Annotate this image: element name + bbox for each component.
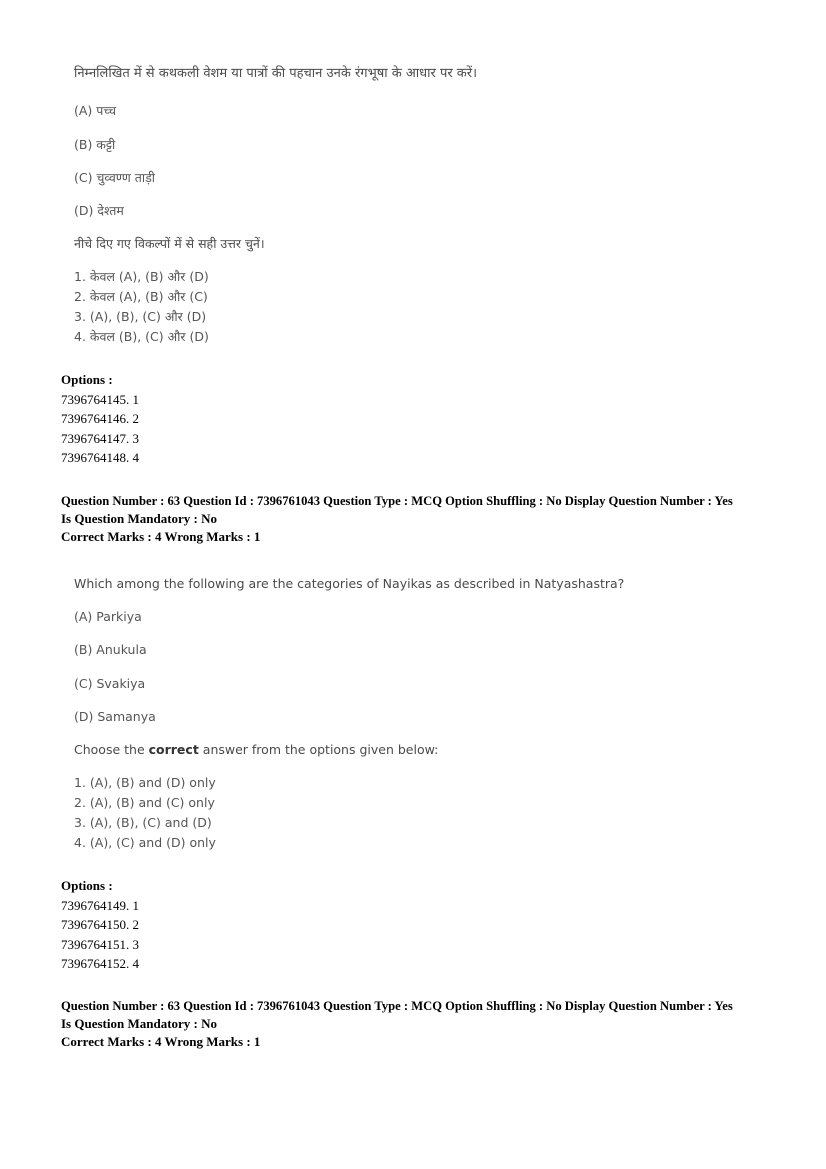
option-row: 7396764148. 4 <box>61 450 139 465</box>
meta-line: Is Question Mandatory : No <box>61 1016 218 1031</box>
meta-line: Correct Marks : 4 Wrong Marks : 1 <box>61 1034 261 1049</box>
question-2-item-a: (A) Parkiya <box>74 609 142 624</box>
question-1-item-c: (C) चुव्वण्ण ताड़ी <box>74 170 156 185</box>
meta-line: Question Number : 63 Question Id : 7396761043 Question Type : MCQ Option Shuffling : No Display Question Number : Yes <box>61 494 733 508</box>
meta-line: Correct Marks : 4 Wrong Marks : 1 <box>61 529 261 544</box>
answer-choice: 1. (A), (B) and (D) only <box>74 775 216 790</box>
answer-choice: 2. केवल (A), (B) और (C) <box>74 289 208 304</box>
question-2-item-b: (B) Anukula <box>74 642 147 657</box>
answer-choice: 4. (A), (C) and (D) only <box>74 835 216 850</box>
question-1-item-b: (B) कट्टी <box>74 137 116 152</box>
question-1-options <box>61 370 139 468</box>
option-row: 7396764150. 2 <box>61 917 139 932</box>
question-2-item-d: (D) Samanya <box>74 709 156 724</box>
question-1-block <box>74 64 477 84</box>
answer-choice: 4. केवल (B), (C) और (D) <box>74 329 209 344</box>
question-meta-2 <box>61 997 781 1051</box>
question-2-instruction: Choose the correct answer from the options given below: <box>74 742 439 757</box>
question-1-instruction: नीचे दिए गए विकल्पों में से सही उत्तर चुनें। <box>74 236 265 251</box>
question-meta-1 <box>61 492 781 546</box>
option-row: 7396764146. 2 <box>61 411 139 426</box>
question-1-item-d: (D) देश्तम <box>74 203 124 218</box>
options-label: Options : <box>61 372 113 387</box>
option-row: 7396764152. 4 <box>61 956 139 971</box>
options-label: Options : <box>61 878 113 893</box>
answer-choice: 1. केवल (A), (B) और (D) <box>74 269 209 284</box>
question-2-item-c: (C) Svakiya <box>74 676 146 691</box>
option-row: 7396764151. 3 <box>61 936 139 952</box>
answer-choice: 2. (A), (B) and (C) only <box>74 795 215 810</box>
question-1-answer-list <box>74 267 209 347</box>
question-2-stem: Which among the following are the categories of Nayikas as described in Natyashastra? <box>74 576 625 591</box>
meta-line: Question Number : 63 Question Id : 7396761043 Question Type : MCQ Option Shuffling : No Display Question Number : Yes <box>61 999 733 1013</box>
answer-choice: 3. (A), (B), (C) और (D) <box>74 309 207 324</box>
option-row: 7396764147. 3 <box>61 430 139 446</box>
option-row: 7396764145. 1 <box>61 391 139 407</box>
question-1-item-a: (A) पच्च <box>74 103 117 118</box>
answer-choice: 3. (A), (B), (C) and (D) <box>74 815 212 830</box>
meta-line: Is Question Mandatory : No <box>61 511 218 526</box>
option-row: 7396764149. 1 <box>61 897 139 913</box>
question-2-answer-list <box>74 773 216 853</box>
question-1-stem: निम्नलिखित में से कथकली वेशम या पात्रों की पहचान उनके रंगभूषा के आधार पर करें। <box>74 66 478 81</box>
question-2-options <box>61 876 139 974</box>
